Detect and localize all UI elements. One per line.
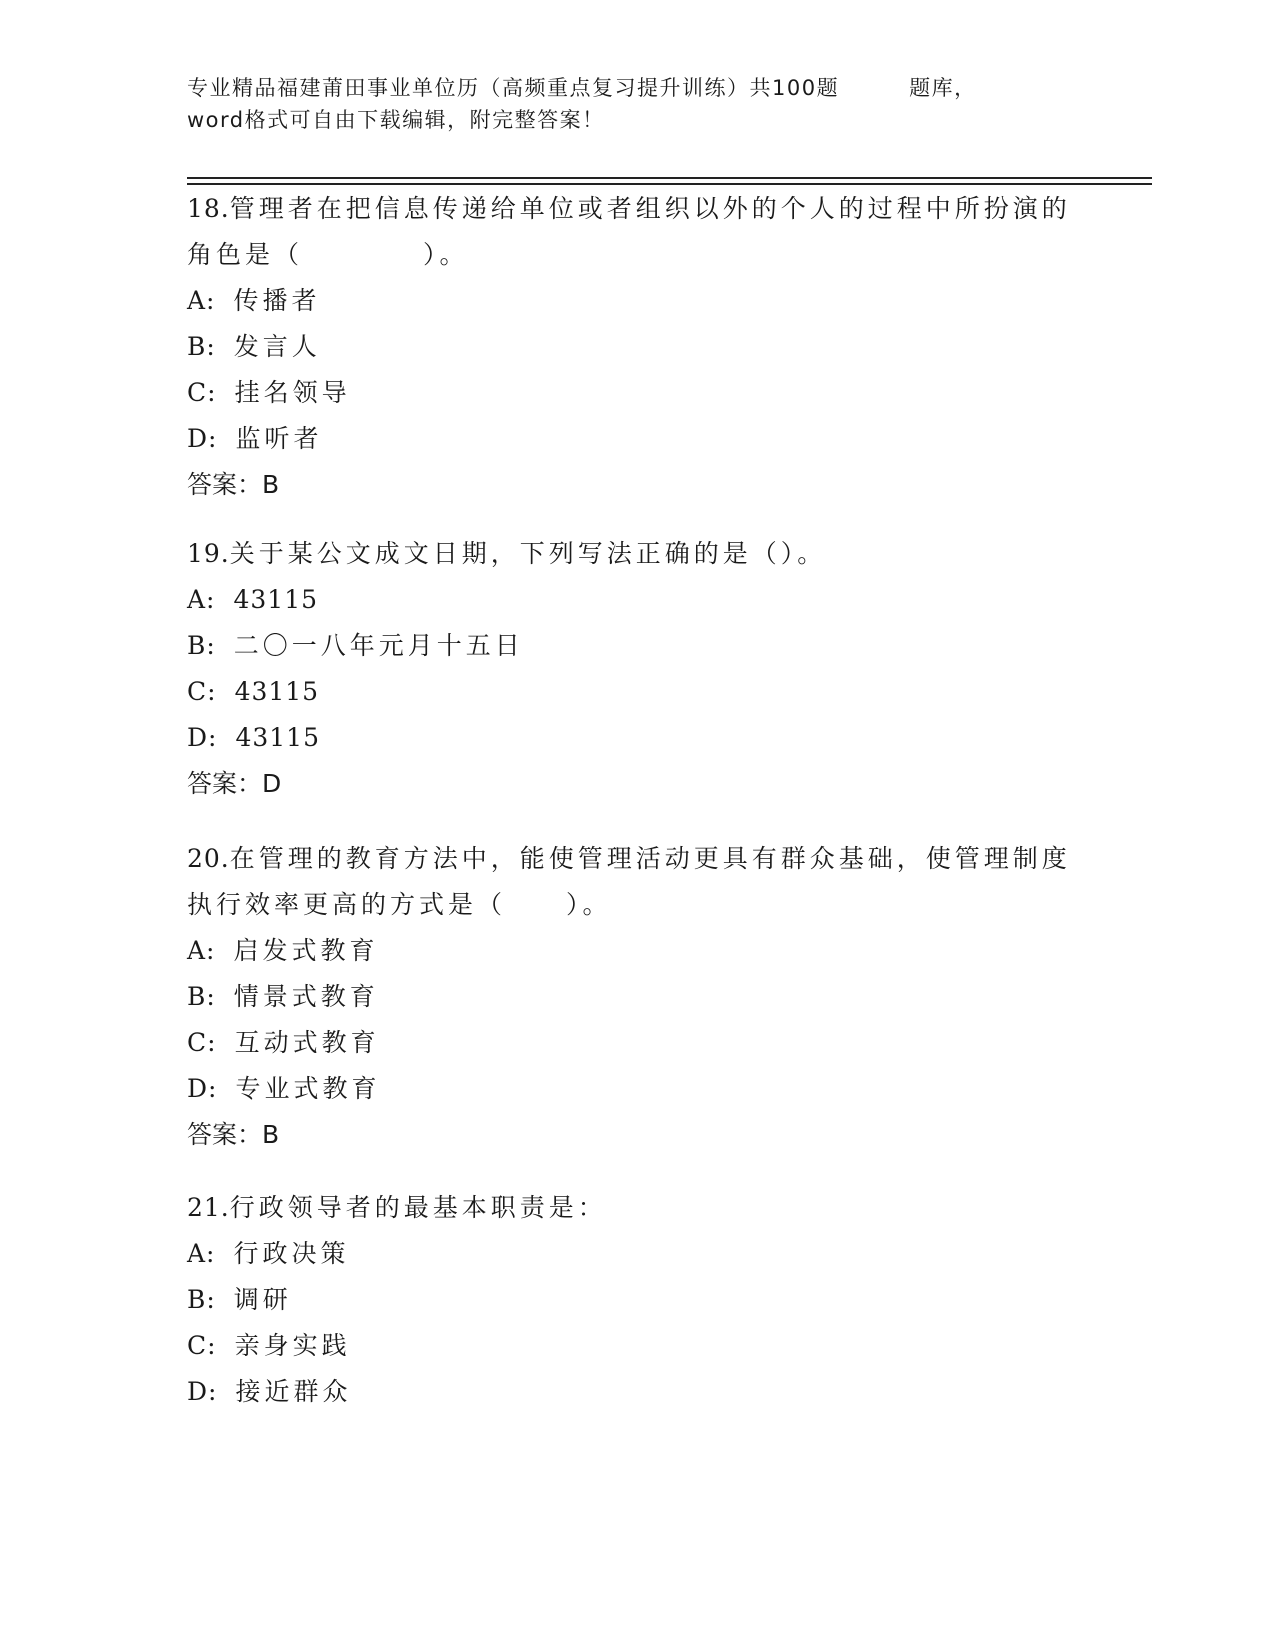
option-b: B: 发言人 [187,332,321,361]
question-number: 20. [187,844,230,873]
option-d: D: 接近群众 [187,1377,352,1406]
question-stem [187,1185,1087,1231]
header-divider-bottom [187,183,1152,185]
option-c: C: 互动式教育 [187,1028,380,1057]
question-20 [187,836,1087,1158]
option-c: C: 亲身实践 [187,1331,351,1360]
answer-value: B [262,470,280,499]
option-c: C: 43115 [187,677,320,706]
question-number: 19. [187,539,230,568]
question-stem-continued: 角色是（ ）。 [187,240,469,269]
question-text: 管理者在把信息传递给单位或者组织以外的个人的过程中所扮演的 [229,194,1071,223]
answer-line: 答案：B [187,1120,280,1149]
question-stem-continued: 执行效率更高的方式是（ ）。 [187,890,612,919]
option-b: B: 调研 [187,1285,292,1314]
question-21 [187,1185,1087,1415]
question-18 [187,186,1087,508]
question-text: 关于某公文成文日期，下列写法正确的是（）。 [229,539,827,568]
question-text: 在管理的教育方法中，能使管理活动更具有群众基础，使管理制度 [229,844,1071,873]
question-number: 18. [187,194,230,223]
header-title: 专业精品福建莆田事业单位历（高频重点复习提升训练）共100题 [187,76,840,100]
answer-line: 答案：B [187,470,280,499]
question-stem [187,836,1087,882]
question-stem [187,186,1087,232]
header-title-line [187,72,1087,104]
answer-line: 答案：D [187,769,282,798]
option-b: B: 情景式教育 [187,982,379,1011]
question-number: 21. [187,1193,230,1222]
header-subtitle: word格式可自由下载编辑，附完整答案！ [187,108,605,132]
option-c: C: 挂名领导 [187,378,351,407]
header-divider-top [187,177,1152,179]
question-19 [187,531,1087,807]
option-a: A: 启发式教育 [187,936,379,965]
option-d: D: 43115 [187,723,320,752]
option-a: A: 传播者 [187,286,321,315]
option-a: A: 43115 [187,585,319,614]
header-title-suffix: 题库， [909,76,977,100]
option-b: B: 二〇一八年元月十五日 [187,631,524,660]
answer-value: D [262,769,282,798]
question-stem [187,531,1087,577]
option-d: D: 监听者 [187,424,323,453]
question-text: 行政领导者的最基本职责是： [229,1193,607,1222]
answer-value: B [262,1120,280,1149]
option-d: D: 专业式教育 [187,1074,381,1103]
document-header [187,72,1087,136]
option-a: A: 行政决策 [187,1239,350,1268]
